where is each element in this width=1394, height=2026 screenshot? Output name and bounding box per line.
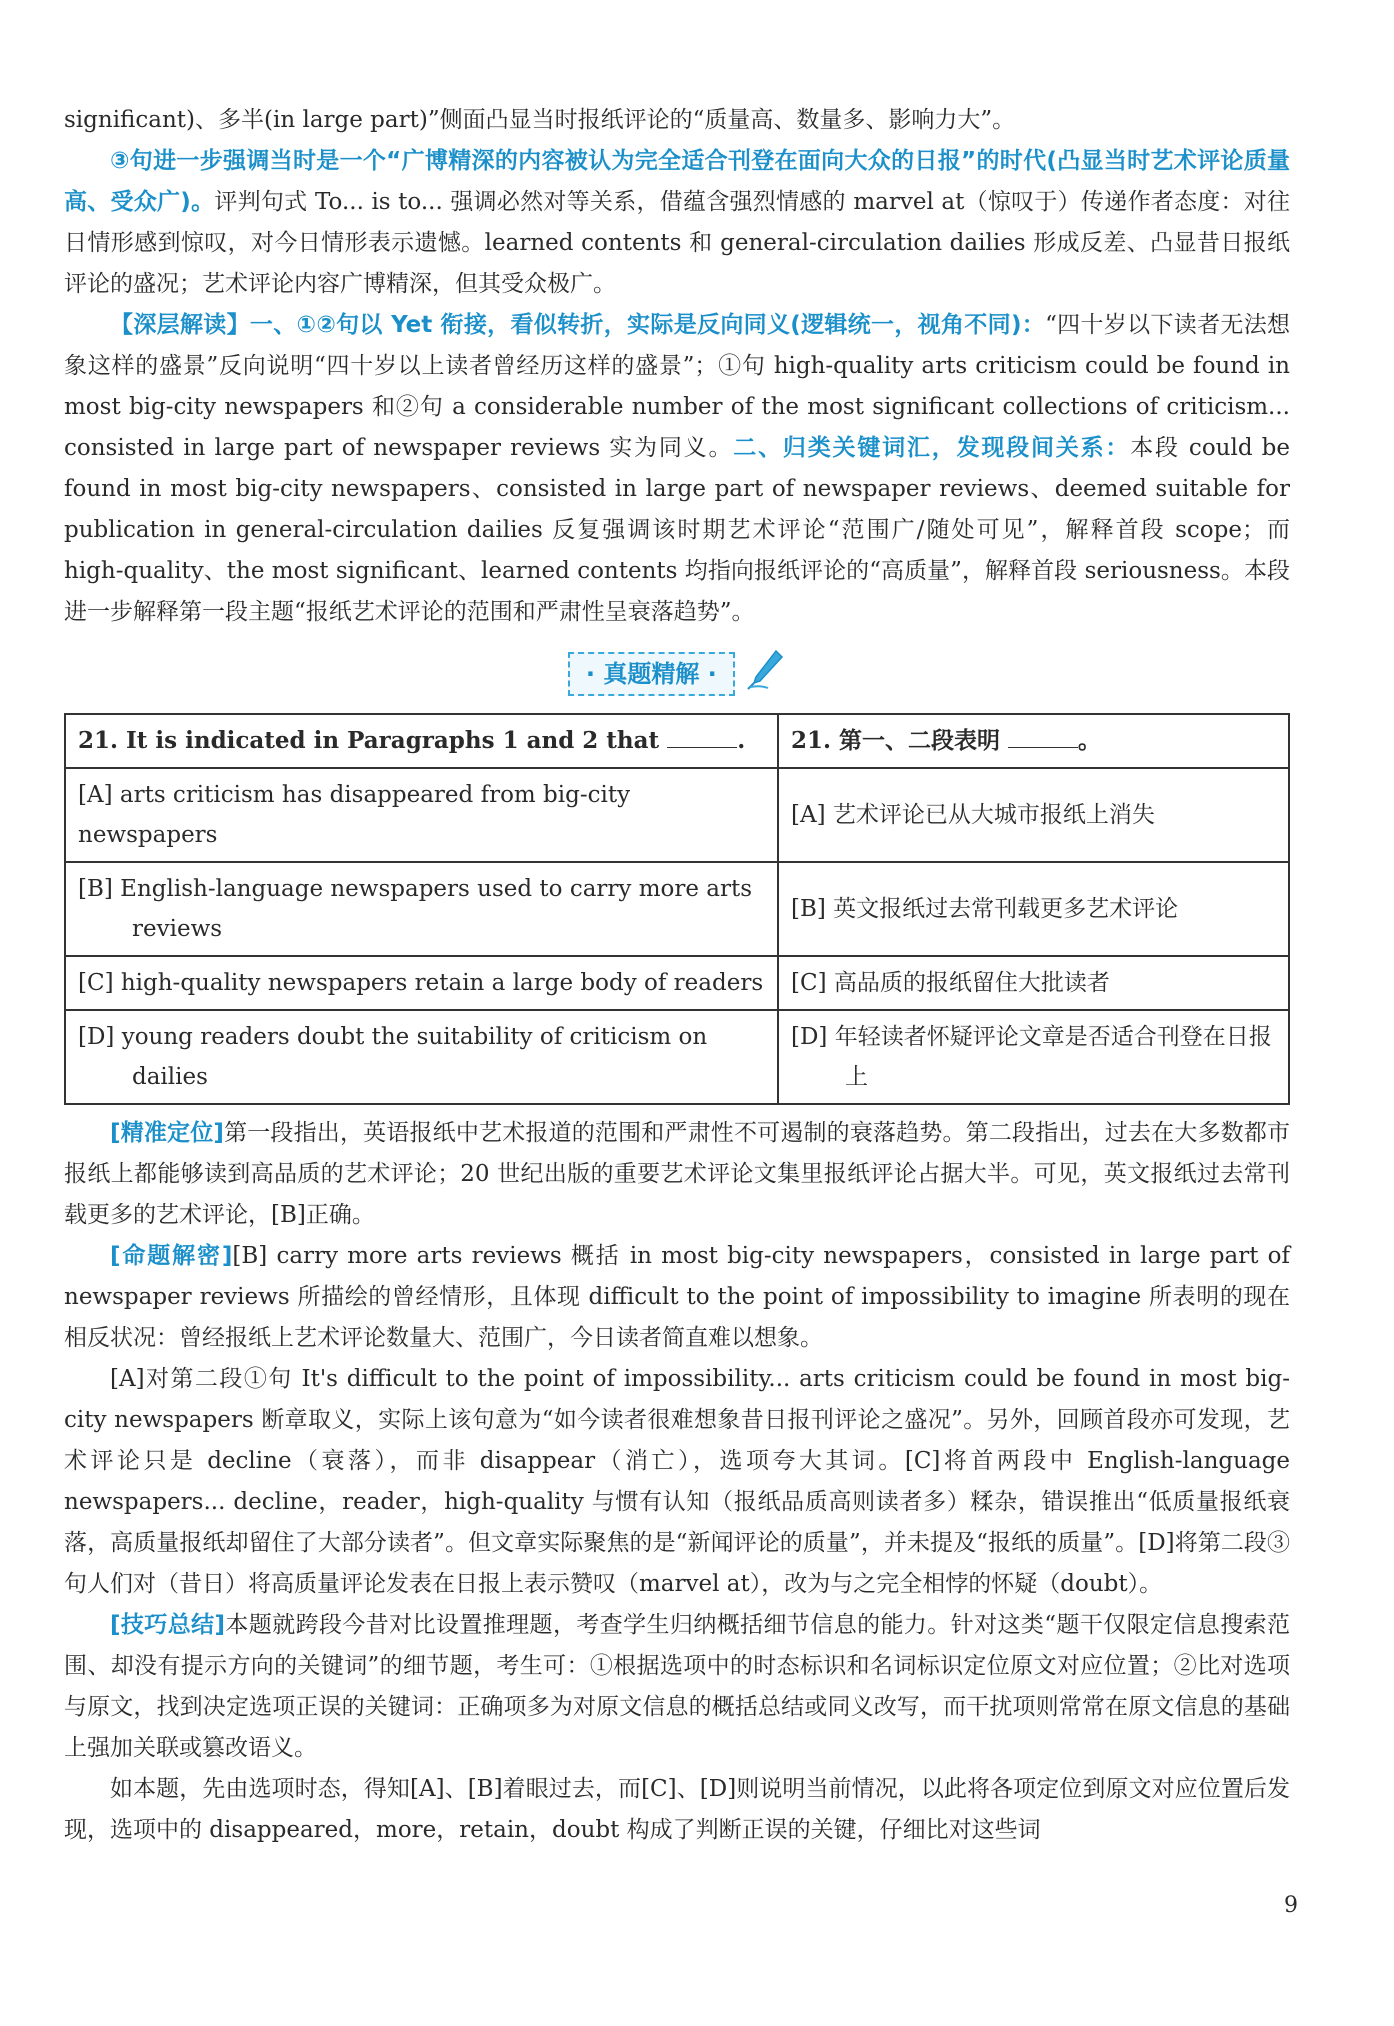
question-design-paragraph [64,1236,1290,1359]
option-b-en-text: [B] English-language newspapers used to carry more arts reviews [78,876,753,942]
answer-blank [667,725,737,748]
section-banner [64,647,1290,697]
option-d-en [65,1010,778,1104]
content [64,100,1290,1851]
option-d-zh-text: [D] 年轻读者怀疑评论文章是否适合刊登在日报上 [791,1024,1272,1090]
precise-location-label: [精准定位] [110,1120,224,1146]
deep-reading-label: 【深层解读】 [110,312,250,338]
option-d-zh [778,1010,1289,1104]
deep-reading-point-1: 一、①②句以 Yet 衔接，看似转折，实际是反向同义(逻辑统一，视角不同)： [249,312,1046,338]
question-design-label: [命题解密] [110,1243,233,1269]
skill-summary-paragraph [64,1605,1290,1769]
question-header-row [65,714,1289,768]
option-row-c [65,956,1289,1010]
paragraph-2-emphasis: ③句进一步强调当时是一个“广博精深的内容被认为完全适合刊登在面向大众的日报”的时代(凸显当时艺术评论质量高、受众广)。 [64,148,1290,215]
option-row-a [65,768,1289,862]
question-design-text: [B] carry more arts reviews 概括 in most big-city newspapers，consisted in large part of newspaper reviews 所描绘的曾经情形，且体现 difficult to the point of impossibility to imagine 所表明的现在相反状况：曾经报纸上艺术评论数量大、范围广，今日读者简直难以想象。 [64,1243,1290,1351]
paragraph-1: significant)、多半(in large part)”侧面凸显当时报纸评论的“质量高、数量多、影响力大”。 [64,107,1016,133]
question-stem-en-end: . [737,727,746,754]
deep-reading-point-2: 二、归类关键词汇，发现段间关系： [733,435,1131,461]
banner-title: · 真题精解 · [568,652,735,696]
paragraph-2-text: 评判句式 To... is to... 强调必然对等关系，借蕴含强烈情感的 marvel at（惊叹于）传递作者态度：对往日情形感到惊叹，对今日情形表示遗憾。learned contents 和 general-circulation dailies 形成反差、凸显昔日报纸评论的盛况；艺术评论内容广博精深，但其受众极广。 [64,189,1291,297]
option-b-zh: [B] 英文报纸过去常刊载更多艺术评论 [778,862,1289,956]
option-c-en: [C] high-quality newspapers retain a large body of readers [65,956,778,1010]
precise-location-text: 第一段指出，英语报纸中艺术报道的范围和严肃性不可遏制的衰落趋势。第二段指出，过去在大多数都市报纸上都能够读到高品质的艺术评论；20 世纪出版的重要艺术评论文集里报纸评论占据大半。可见，英文报纸过去常刊载更多的艺术评论，[B]正确。 [64,1120,1290,1228]
skill-summary-label: [技巧总结] [110,1612,226,1638]
example-paragraph: 如本题，先由选项时态，得知[A]、[B]着眼过去，而[C]、[D]则说明当前情况，以此将各项定位到原文对应位置后发现，选项中的 disappeared，more，retain，doubt 构成了判断正误的关键，仔细比对这些词 [64,1776,1290,1843]
question-stem-zh-end: 。 [1078,727,1102,754]
precise-location-paragraph [64,1113,1290,1236]
pen-icon [746,647,786,705]
option-a-en: [A] arts criticism has disappeared from big-city newspapers [65,768,778,862]
question-stem-en [65,714,778,768]
question-stem-zh-text: 21. 第一、二段表明 [791,727,1001,754]
answer-blank-zh [1008,725,1078,748]
option-b-en [65,862,778,956]
deep-reading-text-2: 本段 could be found in most big-city newspapers、consisted in large part of newspaper reviews、deemed suitable for publication in general-circulation dailies 反复强调该时期艺术评论“范围广/随处可见”，解释首段 scope；而 high-quality、the most significant、learned contents 均指向报纸评论的“高质量”，解释首段 seriousness。本段进一步解释第一段主题“报纸艺术评论的范围和严肃性呈衰落趋势”。 [64,435,1291,625]
question-stem-en-text: 21. It is indicated in Paragraphs 1 and 2 that [78,727,660,754]
skill-summary-text: 本题就跨段今昔对比设置推理题，考查学生归纳概括细节信息的能力。针对这类“题干仅限定信息搜索范围、却没有提示方向的关键词”的细节题，考生可：①根据选项中的时态标识和名词标识定位原文对应位置；②比对选项与原文，找到决定选项正误的关键词：正确项多为对原文信息的概括总结或同义改写，而干扰项则常常在原文信息的基础上强加关联或篡改语义。 [64,1612,1290,1761]
option-c-zh: [C] 高品质的报纸留住大批读者 [778,956,1289,1010]
question-table [64,713,1290,1105]
deep-reading-text-1: “四十岁以下读者无法想象这样的盛景”反向说明“四十岁以上读者曾经历这样的盛景”；①句 high-quality arts criticism could be found in most big-city newspapers 和②句 a considerable number of the most significant collections of criticism... consisted in large part of newspaper reviews 实为同义。 [64,312,1291,461]
option-a-zh: [A] 艺术评论已从大城市报纸上消失 [778,768,1289,862]
question-stem-zh [778,714,1289,768]
deep-reading-paragraph [64,305,1290,633]
paragraph-2 [64,141,1290,305]
option-row-b [65,862,1289,956]
page-number: 9 [1284,1893,1298,1918]
option-d-en-text: [D] young readers doubt the suitability of criticism on dailies [78,1024,708,1090]
option-row-d [65,1010,1289,1104]
distractor-analysis-paragraph: [A]对第二段①句 It's difficult to the point of impossibility... arts criticism could be found in most big-city newspapers 断章取义，实际上该句意为“如今读者很难想象昔日报刊评论之盛况”。另外，回顾首段亦可发现，艺术评论只是 decline（衰落），而非 disappear（消亡），选项夸大其词。[C]将首两段中 English-language newspapers... decline，reader，high-quality 与惯有认知（报纸品质高则读者多）糅杂，错误推出“低质量报纸衰落，高质量报纸却留住了大部分读者”。但文章实际聚焦的是“新闻评论的质量”，并未提及“报纸的质量”。[D]将第二段③句人们对（昔日）将高质量评论发表在日报上表示赞叹（marvel at），改为与之完全相悖的怀疑（doubt）。 [64,1366,1291,1597]
